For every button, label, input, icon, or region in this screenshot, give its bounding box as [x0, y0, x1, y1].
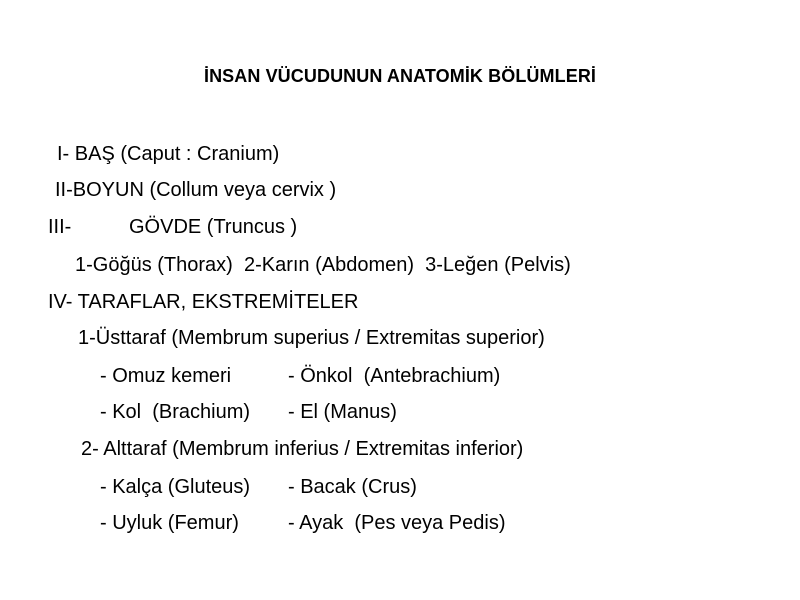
section-bas: I- BAŞ (Caput : Cranium) [57, 143, 280, 165]
page-title: İNSAN VÜCUDUNUN ANATOMİK BÖLÜMLERİ [203, 66, 597, 86]
list-item-bacak: - Bacak (Crus) [288, 476, 417, 498]
list-item-onkol: - Önkol (Antebrachium) [288, 365, 501, 387]
alttaraf-heading: 2- Alttaraf (Membrum inferius / Extremitas inferior) [81, 438, 524, 460]
list-item-kalca: - Kalça (Gluteus) [100, 476, 251, 498]
list-item-el: - El (Manus) [288, 401, 397, 423]
section-govde: GÖVDE (Truncus ) [129, 216, 298, 238]
list-item-uyluk: - Uyluk (Femur) [100, 512, 239, 534]
list-item-omuz: - Omuz kemeri [100, 365, 232, 387]
section-govde-number: III- [48, 216, 72, 238]
usttaraf-heading: 1-Üsttaraf (Membrum superius / Extremitas superior) [78, 327, 545, 349]
section-boyun: II-BOYUN (Collum veya cervix ) [55, 179, 337, 201]
list-item-ayak: - Ayak (Pes veya Pedis) [288, 512, 506, 534]
list-item-kol: - Kol (Brachium) [100, 401, 251, 423]
govde-parts: 1-Göğüs (Thorax) 2-Karın (Abdomen) 3-Leğen (Pelvis) [75, 254, 571, 276]
section-taraflar: IV- TARAFLAR, EKSTREMİTELER [48, 291, 359, 313]
